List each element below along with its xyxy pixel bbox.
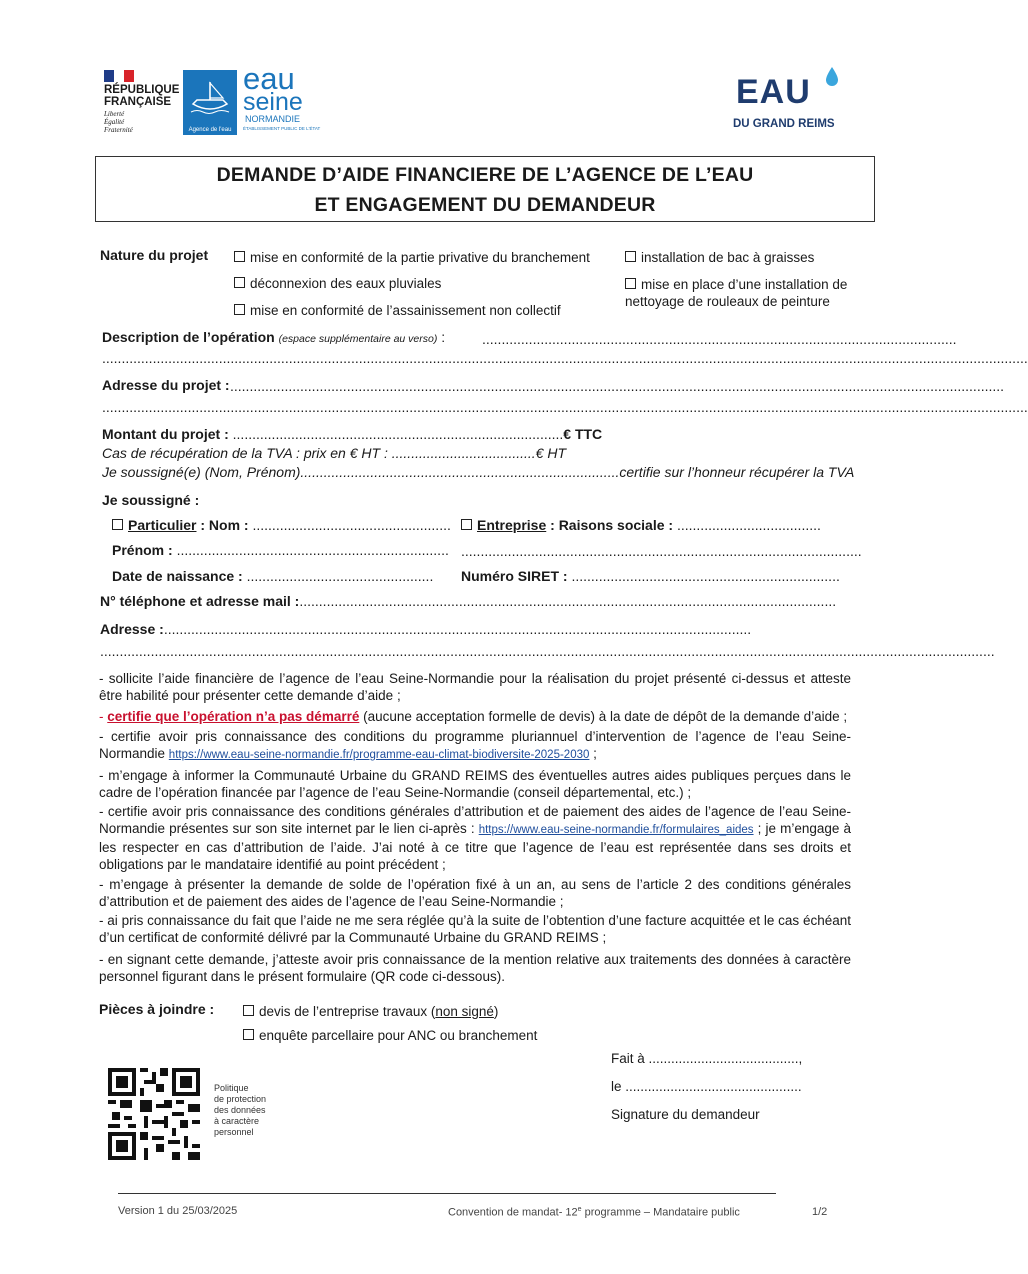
qr-caption xyxy=(214,1083,266,1138)
rf-motto1: Liberté xyxy=(104,110,125,118)
certifie-tva: certifie sur l’honneur récupérer la TVA xyxy=(619,464,855,480)
soussigne-tva-row xyxy=(102,464,854,480)
engagement-5-end: ; je m’engage à les respecter en cas d’attribution de l’aide. J’ai noté à ce titre que l’agence de l’eau est représentée dans ses droits et obligations par le mandataire identifié au point précédent ; xyxy=(99,821,851,872)
date-label: le xyxy=(611,1079,622,1094)
title-line2: ET ENGAGEMENT DU DEMANDEUR xyxy=(314,194,656,216)
siret-row xyxy=(461,568,840,584)
pieces-label: Pièces à joindre : xyxy=(99,1001,215,1017)
footer-sup: e xyxy=(577,1206,582,1213)
footer-convention-text2: programme – Mandataire public xyxy=(584,1206,740,1219)
checkbox[interactable] xyxy=(234,251,245,262)
engagement-2 xyxy=(99,708,851,725)
date-field[interactable]: ............................................... xyxy=(625,1079,802,1094)
montant-field[interactable]: ..................................................................................... xyxy=(232,426,564,442)
adresse-projet-field-2[interactable]: .............................................................................................................................................................................................................................................. xyxy=(102,399,1028,415)
checkbox[interactable] xyxy=(625,278,636,289)
soussigne-tva-field[interactable]: .................................................................................. xyxy=(300,464,620,480)
raisons-field[interactable]: ..................................... xyxy=(676,517,821,533)
adresse-label: Adresse : xyxy=(100,621,164,637)
engagement-3-text: - certifie avoir pris connaissance des conditions du programme pluriannuel d’intervention de l’agence de l’eau Seine-Normandie xyxy=(99,729,851,761)
naissance-field[interactable]: ................................................ xyxy=(246,568,434,584)
fait-label: Fait à xyxy=(611,1051,645,1066)
signature-label: Signature du demandeur xyxy=(611,1107,760,1122)
eau-grand-reims-logo xyxy=(730,66,850,136)
date-row xyxy=(611,1078,802,1095)
engagement-2-dash: - xyxy=(99,709,104,724)
nature-option-2[interactable]: déconnexion des eaux pluviales xyxy=(234,275,441,292)
nom-label: : Nom : xyxy=(200,517,249,533)
description-colon: : xyxy=(441,329,446,345)
tva-field[interactable]: ..................................... xyxy=(391,445,536,461)
qr-caption-line: Politique xyxy=(214,1083,249,1093)
engagement-4: - m’engage à informer la Communauté Urbaine du GRAND REIMS des éventuelles autres aides publiques perçues dans le cadre de l’opération financée par l’agence de l’eau Seine-Normandie (conseil départemental, etc.) ; xyxy=(99,768,851,800)
telephone-label: N° téléphone et adresse mail : xyxy=(100,593,300,609)
boat-icon xyxy=(183,70,237,126)
grand-reims-sub: DU GRAND REIMS xyxy=(733,118,835,130)
adresse-projet-field[interactable]: ....................................................................................................................................................................................................... xyxy=(230,378,1005,394)
adresse-field-2[interactable]: ...................................................................................................................................................................................................................................... xyxy=(100,643,995,659)
naissance-row xyxy=(112,568,433,584)
checkbox[interactable] xyxy=(234,277,245,288)
telephone-field[interactable]: .......................................................................................................................................... xyxy=(299,593,837,609)
formulaires-link[interactable]: https://www.eau-seine-normandie.fr/formulaires_aides xyxy=(478,824,754,836)
description-row xyxy=(102,329,445,345)
engagement-2-rest: (aucune acceptation formelle de devis) à la date de dépôt de la demande d’aide ; xyxy=(363,709,848,724)
fait-field[interactable]: ........................................, xyxy=(648,1051,803,1066)
prenom-field[interactable]: ...................................................................... xyxy=(176,542,449,558)
form-title xyxy=(95,156,875,222)
entreprise-row xyxy=(461,517,821,533)
title-line1: DEMANDE D’AIDE FINANCIERE DE L’AGENCE DE L’EAU xyxy=(216,164,754,186)
piece-2[interactable]: enquête parcellaire pour ANC ou branchement xyxy=(243,1027,537,1044)
footer-version: Version 1 du 25/03/2025 xyxy=(118,1205,238,1217)
montant-unit: € TTC xyxy=(563,426,603,442)
particulier-row xyxy=(112,517,451,533)
checkbox[interactable] xyxy=(234,304,245,315)
aesn-word2: seine xyxy=(243,88,303,116)
particulier-label: Particulier xyxy=(128,517,197,533)
engagement-1: - sollicite l’aide financière de l’agence de l’eau Seine-Normandie pour la réalisation du projet présenté ci-dessus et atteste être habilité pour présenter cette demande d’aide ; xyxy=(99,671,851,703)
identity-heading: Je soussigné : xyxy=(102,492,200,508)
description-field-2[interactable]: .............................................................................................................................................................................................................................................. xyxy=(102,350,1028,366)
engagement-3-end: ; xyxy=(593,746,597,761)
raisons-label: : Raisons sociale : xyxy=(550,517,674,533)
checkbox[interactable] xyxy=(625,251,636,262)
aesn-word1: eau xyxy=(243,61,295,96)
siret-label: Numéro SIRET : xyxy=(461,568,568,584)
nature-option-1[interactable]: mise en conformité de la partie privative du branchement xyxy=(234,249,590,266)
montant-label: Montant du projet : xyxy=(102,426,229,442)
montant-row xyxy=(102,426,602,442)
engagement-2-highlight: certifie que l’opération n’a pas démarré xyxy=(107,709,360,724)
programme-link[interactable]: https://www.eau-seine-normandie.fr/programme-eau-climat-biodiversite-2025-2030 xyxy=(168,749,590,761)
telephone-row xyxy=(100,593,836,609)
aesn-tag: Agence de l'eau xyxy=(183,126,237,135)
adresse-projet-label: Adresse du projet : xyxy=(102,377,230,393)
qr-caption-line: des données xyxy=(214,1105,266,1115)
checkbox[interactable] xyxy=(243,1029,254,1040)
rf-line2: FRANÇAISE xyxy=(104,96,172,108)
marianne-icon xyxy=(104,70,134,82)
engagement-3 xyxy=(99,728,851,764)
piece-1[interactable]: devis de l’entreprise travaux (non signé) xyxy=(243,1003,498,1020)
rf-line1: RÉPUBLIQUE xyxy=(104,84,180,96)
boat-emblem xyxy=(183,70,237,126)
water-drop-icon xyxy=(824,66,840,88)
particulier-checkbox[interactable] xyxy=(112,519,123,530)
checkbox[interactable] xyxy=(243,1005,254,1016)
footer-convention-text: Convention de mandat- 12 xyxy=(448,1206,578,1219)
naissance-label: Date de naissance : xyxy=(112,568,243,584)
footer-convention xyxy=(448,1206,740,1219)
page-number: 1/2 xyxy=(812,1206,828,1218)
adresse-row xyxy=(100,621,751,637)
description-note: (espace supplémentaire au verso) xyxy=(278,333,438,345)
adresse-field[interactable]: ....................................................................................................................................................... xyxy=(163,621,752,637)
rf-motto3: Fraternité xyxy=(104,126,133,134)
qr-caption-line: de protection xyxy=(214,1094,267,1104)
tva-row xyxy=(102,445,566,461)
qr-caption-line: personnel xyxy=(214,1127,254,1137)
republique-francaise-logo xyxy=(104,70,182,138)
eau-seine-normandie-logo xyxy=(183,61,323,136)
qr-caption-line: à caractère xyxy=(214,1116,260,1126)
nom-field[interactable]: ................................................... xyxy=(252,517,451,533)
tva-unit: € HT xyxy=(535,445,567,461)
prenom-row xyxy=(112,542,449,558)
tva-label: Cas de récupération de la TVA : prix en € HT : xyxy=(102,445,388,461)
entreprise-checkbox[interactable] xyxy=(461,519,472,530)
siret-field[interactable]: ..................................................................... xyxy=(571,568,840,584)
fait-row xyxy=(611,1050,802,1067)
soussigne-tva-label: Je soussigné(e) (Nom, Prénom) xyxy=(102,464,301,480)
description-label: Description de l’opération xyxy=(102,329,275,345)
aesn-word3: NORMANDIE xyxy=(245,114,301,124)
prenom-label: Prénom : xyxy=(112,542,173,558)
engagement-5-text: - certifie avoir pris connaissance des conditions générales d’attribution et de paiement des aides de l’agence de l’eau Seine-Normandie présentes sur son site internet par le lien ci-après : xyxy=(99,804,851,836)
nature-option-3[interactable]: mise en conformité de l’assainissement non collectif xyxy=(234,302,561,319)
aesn-sub: ÉTABLISSEMENT PUBLIC DE L'ÉTAT xyxy=(243,126,321,131)
description-field[interactable]: .......................................................................................................................... xyxy=(482,331,957,347)
rf-motto2: Égalité xyxy=(104,118,125,126)
engagement-5 xyxy=(99,803,851,873)
engagement-6: - m’engage à présenter la demande de solde de l’opération fixé à un an, au sens de l’article 2 des conditions générales d’attribution et de paiement des aides de l’agence de l’eau Seine-Normandie ; xyxy=(99,877,851,909)
footer-divider xyxy=(118,1193,776,1194)
nature-option-5[interactable]: mise en place d’une installation de xyxy=(625,276,847,293)
nature-label: Nature du projet xyxy=(100,247,209,263)
engagement-7: - ai pris connaissance du fait que l’aide ne me sera réglée qu’à la suite de l’obtention d’une facture acquittée et le cas échéant d’un certificat de conformité délivré par la Communauté Urbaine du GRAND REIMS ; xyxy=(99,913,851,945)
raisons-field-2[interactable]: ....................................................................................................... xyxy=(461,543,862,559)
entreprise-label: Entreprise xyxy=(477,517,547,533)
nature-option-5-cont: nettoyage de rouleaux de peinture xyxy=(625,294,830,309)
qr-code-icon[interactable] xyxy=(108,1068,200,1160)
grand-reims-logo-text: EAU xyxy=(736,73,811,111)
nature-option-4[interactable]: installation de bac à graisses xyxy=(625,249,814,266)
engagement-8: - en signant cette demande, j’atteste avoir pris connaissance de la mention relative aux traitements des données à caractère personnel figurant dans le présent formulaire (QR code ci-dessous). xyxy=(99,952,851,984)
